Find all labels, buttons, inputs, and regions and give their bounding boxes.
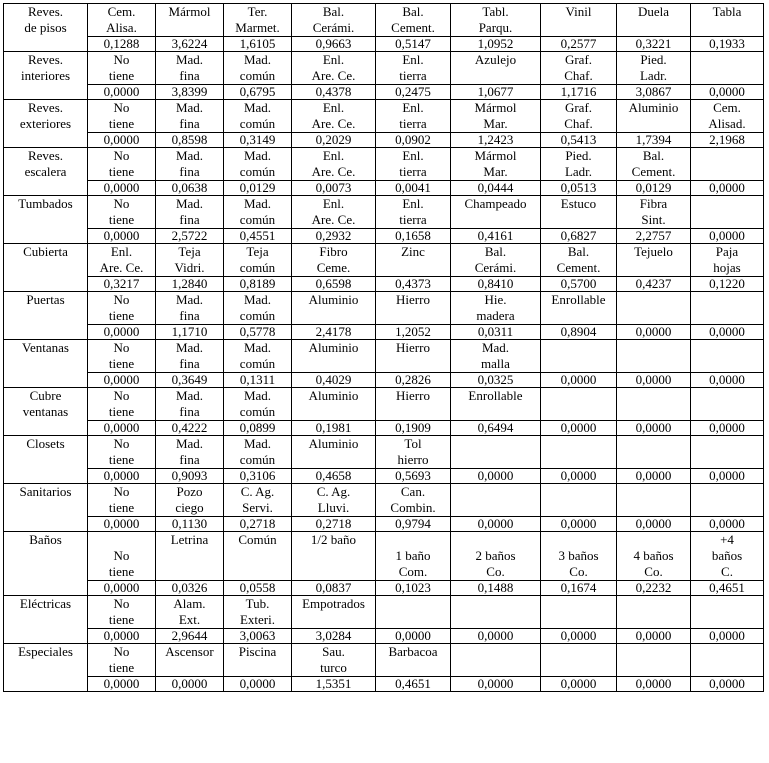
material-label: No tiene [88, 388, 156, 421]
material-label: Mad. común [224, 292, 292, 325]
material-label: Mad. común [224, 148, 292, 181]
coefficient-value: 0,0000 [691, 421, 764, 436]
coefficient-value: 0,0000 [691, 629, 764, 644]
material-label: Paja hojas [691, 244, 764, 277]
coefficient-value: 1,5351 [292, 677, 376, 692]
coefficient-value: 0,4373 [376, 277, 451, 292]
material-label: Mad. fina [156, 340, 224, 373]
material-label: 3 baños Co. [541, 532, 617, 581]
coefficient-value: 0,0638 [156, 181, 224, 196]
material-label [541, 388, 617, 421]
material-label: 2 baños Co. [451, 532, 541, 581]
coefficient-value: 1,2423 [451, 133, 541, 148]
coefficient-value: 0,2029 [292, 133, 376, 148]
coefficient-value: 1,0677 [451, 85, 541, 100]
table-row-labels [4, 436, 764, 469]
coefficient-value: 0,2475 [376, 85, 451, 100]
material-label: 4 baños Co. [617, 532, 691, 581]
material-label: Letrina [156, 532, 224, 581]
coefficient-value: 0,0325 [451, 373, 541, 388]
coefficient-value: 0,5413 [541, 133, 617, 148]
material-label: Mad. fina [156, 100, 224, 133]
material-label: Ascensor [156, 644, 224, 677]
material-label: No tiene [88, 148, 156, 181]
material-label [451, 596, 541, 629]
material-label [541, 436, 617, 469]
coefficient-value: 0,9794 [376, 517, 451, 532]
coefficient-value: 0,4222 [156, 421, 224, 436]
coefficient-value: 0,1311 [224, 373, 292, 388]
row-category: Reves. escalera [4, 148, 88, 196]
coefficient-value: 0,0000 [691, 181, 764, 196]
coefficient-value: 0,0000 [541, 373, 617, 388]
material-label: Mármol Mar. [451, 100, 541, 133]
coefficient-value: 0,5700 [541, 277, 617, 292]
material-label [691, 196, 764, 229]
coefficient-value: 0,4029 [292, 373, 376, 388]
material-label: Fibra Sint. [617, 196, 691, 229]
coefficient-value: 2,9644 [156, 629, 224, 644]
coefficient-value: 0,5147 [376, 37, 451, 52]
material-label: Tejuelo [617, 244, 691, 277]
row-category: Especiales [4, 644, 88, 692]
coefficient-value: 0,0000 [88, 581, 156, 596]
coefficient-value: 0,9093 [156, 469, 224, 484]
coefficient-value: 0,5778 [224, 325, 292, 340]
material-label [617, 388, 691, 421]
table-row-values [4, 581, 764, 596]
material-label: Sau. turco [292, 644, 376, 677]
coefficient-value: 0,0000 [541, 421, 617, 436]
coefficient-value: 0,3221 [617, 37, 691, 52]
coefficient-value: 2,5722 [156, 229, 224, 244]
table-row-labels [4, 100, 764, 133]
material-label [541, 596, 617, 629]
coefficient-value: 0,0000 [88, 229, 156, 244]
material-label: No tiene [88, 52, 156, 85]
coefficient-value: 3,6224 [156, 37, 224, 52]
table-row-values [4, 181, 764, 196]
coefficient-value: 0,0000 [617, 373, 691, 388]
material-label: Graf. Chaf. [541, 100, 617, 133]
material-label: Bal. Cement. [376, 4, 451, 37]
material-label: Vinil [541, 4, 617, 37]
material-label: Tabl. Parqu. [451, 4, 541, 37]
table-row-labels [4, 196, 764, 229]
material-label [451, 644, 541, 677]
table-body [4, 4, 764, 692]
coefficient-value: 0,4651 [691, 581, 764, 596]
table-row-labels [4, 340, 764, 373]
material-label: No tiene [88, 100, 156, 133]
coefficient-value: 0,4378 [292, 85, 376, 100]
coefficient-value: 1,1716 [541, 85, 617, 100]
material-label: Fibro Ceme. [292, 244, 376, 277]
material-label [541, 340, 617, 373]
coefficient-value: 0,0444 [451, 181, 541, 196]
coefficient-value: 2,1968 [691, 133, 764, 148]
coefficient-value: 3,0867 [617, 85, 691, 100]
material-label [691, 436, 764, 469]
coefficient-value: 1,0952 [451, 37, 541, 52]
coefficient-value: 1,6105 [224, 37, 292, 52]
table-row-values [4, 133, 764, 148]
coefficient-value: 0,3649 [156, 373, 224, 388]
material-label [617, 340, 691, 373]
coefficient-value: 0,0000 [691, 85, 764, 100]
coefficient-value: 0,0000 [224, 677, 292, 692]
coefficient-value: 0,0000 [541, 469, 617, 484]
coefficient-value: 0,0899 [224, 421, 292, 436]
coefficient-value: 0,3217 [88, 277, 156, 292]
coefficient-value: 0,4658 [292, 469, 376, 484]
material-label: 1/2 baño [292, 532, 376, 581]
material-label [376, 596, 451, 629]
coefficient-value: 0,0000 [541, 677, 617, 692]
table-row-labels [4, 484, 764, 517]
row-category: Tumbados [4, 196, 88, 244]
material-label: Champeado [451, 196, 541, 229]
material-label: Teja Vidri. [156, 244, 224, 277]
row-category: Reves. exteriores [4, 100, 88, 148]
coefficient-value: 0,3149 [224, 133, 292, 148]
coefficient-value: 0,1933 [691, 37, 764, 52]
coefficient-value: 0,0000 [617, 677, 691, 692]
material-label: No tiene [88, 596, 156, 629]
material-label: No tiene [88, 436, 156, 469]
material-label: Enl. tierra [376, 148, 451, 181]
coefficient-value: 3,0284 [292, 629, 376, 644]
coefficient-value: 2,4178 [292, 325, 376, 340]
coefficient-value: 0,0041 [376, 181, 451, 196]
material-label [691, 340, 764, 373]
material-label: Aluminio [292, 292, 376, 325]
material-label: Bal. Cement. [541, 244, 617, 277]
coefficient-value: 0,1674 [541, 581, 617, 596]
coefficient-value: 0,1909 [376, 421, 451, 436]
material-label: Estuco [541, 196, 617, 229]
coefficient-value: 0,0000 [451, 677, 541, 692]
material-label: Enl. tierra [376, 196, 451, 229]
material-label: No tiene [88, 196, 156, 229]
material-label [617, 644, 691, 677]
material-label: Aluminio [292, 436, 376, 469]
coefficient-value: 0,1130 [156, 517, 224, 532]
coefficient-value: 0,0000 [691, 469, 764, 484]
material-label: No tiene [88, 644, 156, 677]
material-label [617, 436, 691, 469]
material-label: Cem. Alisa. [88, 4, 156, 37]
material-label: 1 baño Com. [376, 532, 451, 581]
table-row-values [4, 229, 764, 244]
table-row-values [4, 85, 764, 100]
material-label: Hierro [376, 292, 451, 325]
material-label: Enl. Are. Ce. [292, 100, 376, 133]
table-row-labels [4, 596, 764, 629]
row-category: Baños [4, 532, 88, 596]
coefficient-value: 0,0902 [376, 133, 451, 148]
material-label: Aluminio [292, 388, 376, 421]
coefficient-value: 0,9663 [292, 37, 376, 52]
coefficient-value: 0,5693 [376, 469, 451, 484]
material-label: Ter. Marmet. [224, 4, 292, 37]
material-label [691, 292, 764, 325]
coefficient-value: 0,0000 [88, 421, 156, 436]
coefficient-value: 0,1288 [88, 37, 156, 52]
coefficient-value: 0,0000 [88, 629, 156, 644]
coefficient-value: 0,2577 [541, 37, 617, 52]
coefficient-value: 1,2840 [156, 277, 224, 292]
coefficient-value: 0,0000 [88, 677, 156, 692]
table-row-labels [4, 532, 764, 581]
coefficient-value: 0,2718 [292, 517, 376, 532]
coefficient-value: 0,0000 [88, 469, 156, 484]
coefficient-value: 2,2757 [617, 229, 691, 244]
row-category: Sanitarios [4, 484, 88, 532]
material-label: Enl. tierra [376, 100, 451, 133]
material-label: +4 baños C. [691, 532, 764, 581]
material-label: Tol hierro [376, 436, 451, 469]
coefficient-value: 0,0000 [617, 517, 691, 532]
coefficient-value: 0,0326 [156, 581, 224, 596]
material-label: Bal. Cerámi. [292, 4, 376, 37]
material-label: Mad. común [224, 388, 292, 421]
coefficient-value: 0,0311 [451, 325, 541, 340]
coefficient-value: 0,0513 [541, 181, 617, 196]
material-label: No tiene [88, 484, 156, 517]
coefficient-value: 0,2932 [292, 229, 376, 244]
coefficient-value: 0,0000 [541, 629, 617, 644]
coefficient-value: 0,0558 [224, 581, 292, 596]
material-label: Mad. fina [156, 436, 224, 469]
coefficient-value: 0,8410 [451, 277, 541, 292]
coefficient-value: 0,6795 [224, 85, 292, 100]
table-row-values [4, 37, 764, 52]
material-label [541, 484, 617, 517]
material-label: Enl. Are. Ce. [292, 196, 376, 229]
coefficient-value: 0,0000 [376, 629, 451, 644]
material-label: Hierro [376, 340, 451, 373]
coefficient-value: 0,0000 [617, 469, 691, 484]
material-label: Mad. malla [451, 340, 541, 373]
material-label: Aluminio [617, 100, 691, 133]
table-row-values [4, 677, 764, 692]
coefficient-value: 0,8904 [541, 325, 617, 340]
coefficient-value: 0,0000 [617, 629, 691, 644]
material-label: No tiene [88, 532, 156, 581]
coefficient-value: 0,0000 [88, 181, 156, 196]
coefficient-value: 0,0000 [451, 517, 541, 532]
coefficient-value: 0,4237 [617, 277, 691, 292]
coefficient-value: 0,1023 [376, 581, 451, 596]
material-label: Azulejo [451, 52, 541, 85]
coefficient-value: 0,4551 [224, 229, 292, 244]
material-label: Hierro [376, 388, 451, 421]
table-row-labels [4, 644, 764, 677]
material-label [617, 484, 691, 517]
material-label: Mad. fina [156, 388, 224, 421]
coefficient-value: 0,0000 [88, 133, 156, 148]
coefficient-value: 0,0000 [88, 517, 156, 532]
material-label [617, 596, 691, 629]
coefficient-value: 0,0000 [88, 85, 156, 100]
material-label: Teja común [224, 244, 292, 277]
coefficient-value: 0,0129 [224, 181, 292, 196]
coefficient-value: 1,2052 [376, 325, 451, 340]
material-label: Bal. Cerámi. [451, 244, 541, 277]
table-row-labels [4, 244, 764, 277]
coefficient-value: 0,0000 [691, 325, 764, 340]
material-label: Pozo ciego [156, 484, 224, 517]
material-label: Alam. Ext. [156, 596, 224, 629]
row-category: Closets [4, 436, 88, 484]
row-category: Cubierta [4, 244, 88, 292]
material-label [617, 292, 691, 325]
material-label: Común [224, 532, 292, 581]
table-row-labels [4, 52, 764, 85]
table-row-values [4, 469, 764, 484]
coefficient-value: 0,0073 [292, 181, 376, 196]
table-row-values [4, 517, 764, 532]
coefficient-value: 1,1710 [156, 325, 224, 340]
material-label: Tabla [691, 4, 764, 37]
coefficient-value: 0,0837 [292, 581, 376, 596]
material-label: Enl. Are. Ce. [292, 52, 376, 85]
material-label: Mad. fina [156, 292, 224, 325]
coefficient-value: 0,0000 [541, 517, 617, 532]
material-label: Mármol [156, 4, 224, 37]
material-label: Enl. tierra [376, 52, 451, 85]
coefficient-value: 0,8189 [224, 277, 292, 292]
coefficient-value: 0,0000 [691, 677, 764, 692]
coefficient-value: 0,6827 [541, 229, 617, 244]
coefficient-value: 0,0000 [691, 373, 764, 388]
material-label [691, 596, 764, 629]
material-label: No tiene [88, 340, 156, 373]
material-label [691, 644, 764, 677]
material-label: Mad. fina [156, 52, 224, 85]
row-category: Reves. de pisos [4, 4, 88, 52]
material-label: Cem. Alisad. [691, 100, 764, 133]
table-row-values [4, 373, 764, 388]
material-label: Tub. Exteri. [224, 596, 292, 629]
coefficient-value: 0,2718 [224, 517, 292, 532]
coefficient-value: 0,1658 [376, 229, 451, 244]
material-label: Mad. fina [156, 196, 224, 229]
material-label: Pied. Ladr. [541, 148, 617, 181]
coefficient-value: 0,4651 [376, 677, 451, 692]
materials-coefficient-table [3, 3, 764, 692]
material-label: Mad. común [224, 196, 292, 229]
coefficient-value: 0,0000 [88, 325, 156, 340]
row-category: Eléctricas [4, 596, 88, 644]
material-label: Enrollable [541, 292, 617, 325]
table-row-labels [4, 292, 764, 325]
material-label [691, 484, 764, 517]
table-row-labels [4, 4, 764, 37]
coefficient-value: 0,0000 [691, 229, 764, 244]
material-label: Can. Combin. [376, 484, 451, 517]
table-row-values [4, 325, 764, 340]
material-label: Enrollable [451, 388, 541, 421]
coefficient-value: 0,1220 [691, 277, 764, 292]
material-label [451, 484, 541, 517]
material-label: Hie. madera [451, 292, 541, 325]
material-label [691, 388, 764, 421]
coefficient-value: 0,6494 [451, 421, 541, 436]
material-label: Piscina [224, 644, 292, 677]
coefficient-value: 0,0000 [88, 373, 156, 388]
material-label: Mad. común [224, 100, 292, 133]
coefficient-value: 0,4161 [451, 229, 541, 244]
table-row-values [4, 421, 764, 436]
material-label: Zinc [376, 244, 451, 277]
material-label: Mad. fina [156, 148, 224, 181]
row-category: Puertas [4, 292, 88, 340]
coefficient-value: 0,0000 [617, 325, 691, 340]
material-label [451, 436, 541, 469]
coefficient-value: 0,0000 [156, 677, 224, 692]
coefficient-value: 0,6598 [292, 277, 376, 292]
material-label: Pied. Ladr. [617, 52, 691, 85]
material-label: Mármol Mar. [451, 148, 541, 181]
material-label: No tiene [88, 292, 156, 325]
coefficient-value: 0,1981 [292, 421, 376, 436]
row-category: Reves. interiores [4, 52, 88, 100]
coefficient-value: 0,0129 [617, 181, 691, 196]
material-label [691, 148, 764, 181]
material-label: Mad. común [224, 436, 292, 469]
table-row-labels [4, 148, 764, 181]
coefficient-value: 0,0000 [451, 469, 541, 484]
material-label: Mad. común [224, 340, 292, 373]
coefficient-value: 3,8399 [156, 85, 224, 100]
table-row-values [4, 277, 764, 292]
coefficient-value: 0,0000 [617, 421, 691, 436]
material-label: C. Ag. Servi. [224, 484, 292, 517]
table-row-labels [4, 388, 764, 421]
material-label: Bal. Cement. [617, 148, 691, 181]
material-label: Graf. Chaf. [541, 52, 617, 85]
material-label: Enl. Are. Ce. [292, 148, 376, 181]
material-label: Duela [617, 4, 691, 37]
material-label: Empotrados [292, 596, 376, 629]
material-label [541, 644, 617, 677]
material-label: Barbacoa [376, 644, 451, 677]
coefficient-value: 0,8598 [156, 133, 224, 148]
table-row-values [4, 629, 764, 644]
coefficient-value: 0,3106 [224, 469, 292, 484]
coefficient-value: 0,0000 [691, 517, 764, 532]
coefficient-value: 3,0063 [224, 629, 292, 644]
material-label: Aluminio [292, 340, 376, 373]
material-label: Enl. Are. Ce. [88, 244, 156, 277]
coefficient-value: 0,0000 [451, 629, 541, 644]
coefficient-value: 0,2826 [376, 373, 451, 388]
coefficient-value: 0,2232 [617, 581, 691, 596]
row-category: Cubre ventanas [4, 388, 88, 436]
material-label: C. Ag. Lluvi. [292, 484, 376, 517]
coefficient-value: 1,7394 [617, 133, 691, 148]
material-label: Mad. común [224, 52, 292, 85]
coefficient-value: 0,1488 [451, 581, 541, 596]
row-category: Ventanas [4, 340, 88, 388]
material-label [691, 52, 764, 85]
